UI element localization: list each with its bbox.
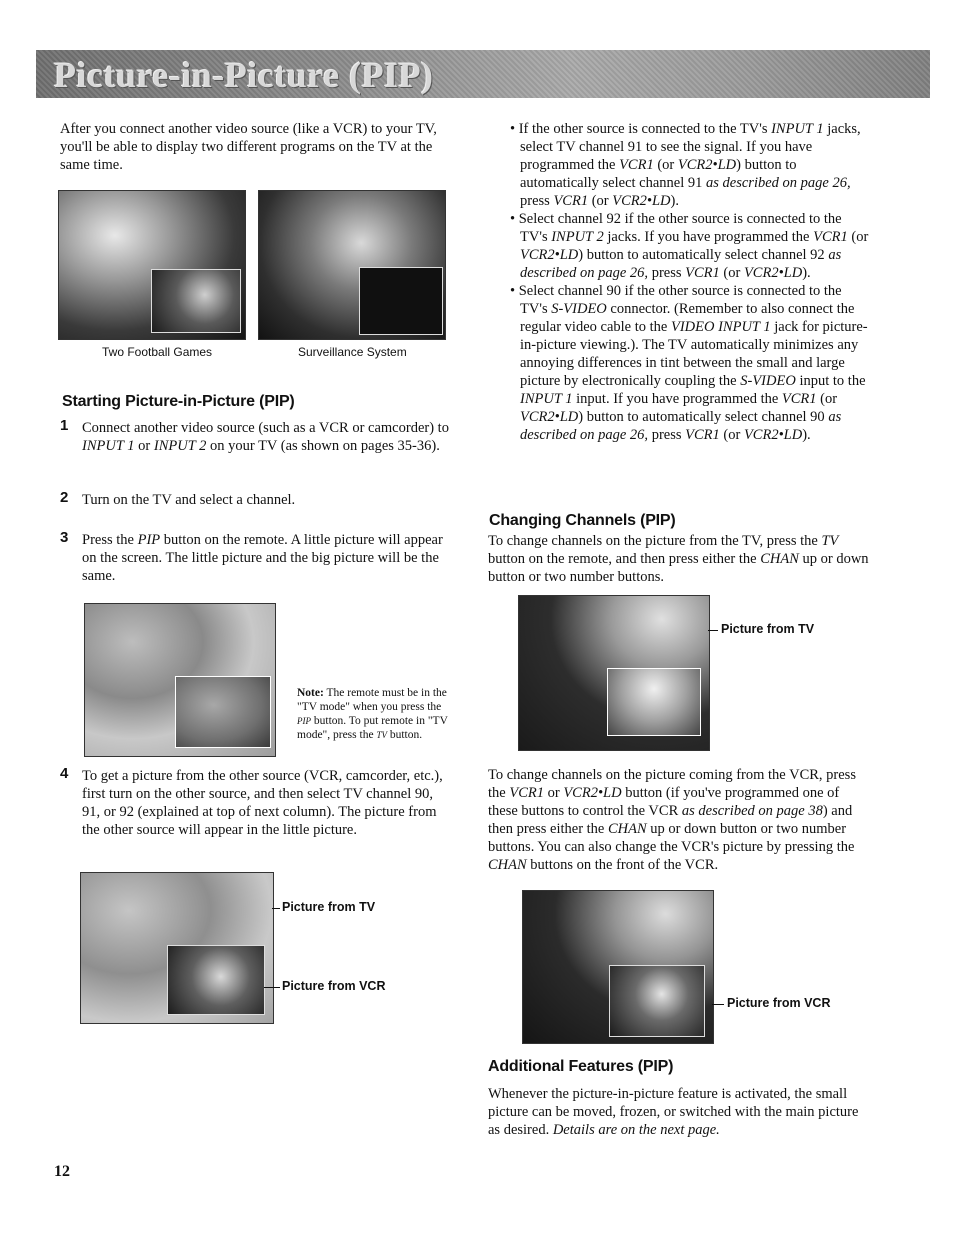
channel-selection-bullets xyxy=(508,120,872,444)
pip-same-inset xyxy=(175,676,271,748)
starting-pip-heading: Starting Picture-in-Picture (PIP) xyxy=(62,393,295,410)
bullet-channel-92: • Select channel 92 if the other source is connected to the TV's INPUT 2 jacks. If you have programmed the VCR1 (or VCR2•LD) button to automatically select channel 92 as described on page 26, press VCR1 (or VCR2•LD). xyxy=(510,211,869,281)
pip-tv-inset xyxy=(607,668,701,736)
caption-surveillance: Surveillance System xyxy=(298,345,407,359)
callout-line-vcr-left xyxy=(264,987,280,988)
football-pip-inset xyxy=(151,269,241,333)
callout-picture-from-vcr-right: Picture from VCR xyxy=(727,996,831,1010)
pip-tv-picture-image xyxy=(518,595,710,751)
step-3-number: 3 xyxy=(60,529,69,546)
callout-line-vcr-right xyxy=(712,1004,724,1005)
step-3-text: Press the PIP button on the remote. A little picture will appear on the screen. The little picture and the big picture will be the same. xyxy=(82,532,443,584)
step-2-text: Turn on the TV and select a channel. xyxy=(82,492,296,508)
football-games-image xyxy=(58,190,246,340)
pip-other-inset xyxy=(167,945,265,1015)
callout-picture-from-vcr-left: Picture from VCR xyxy=(282,979,386,993)
surveillance-pip-inset xyxy=(359,267,443,335)
changing-tv-paragraph: To change channels on the picture from the TV, press the TV button on the remote, and then press either the CHAN up or down button or two number buttons. xyxy=(488,533,869,585)
additional-features-heading: Additional Features (PIP) xyxy=(488,1058,674,1075)
title-banner xyxy=(36,50,930,98)
step-2-number: 2 xyxy=(60,489,69,506)
step-4-number: 4 xyxy=(60,765,69,782)
surveillance-system-image xyxy=(258,190,446,340)
step-1-number: 1 xyxy=(60,417,69,434)
changing-vcr-paragraph: To change channels on the picture coming from the VCR, press the VCR1 or VCR2•LD button (if you've programmed one of these buttons to control the VCR as described on page 38) and then press either the CHAN up or down button or two number buttons. You can also change the VCR's picture by pressing the CHAN buttons on the front of the VCR. xyxy=(488,767,856,873)
step-4-text: To get a picture from the other source (VCR, camcorder, etc.), first turn on the other source, and then select TV channel 90, 91, or 92 (explained at top of next column). The picture from the other source will appear in the little picture. xyxy=(82,768,443,838)
page-number: 12 xyxy=(54,1163,70,1180)
pip-other-source-image xyxy=(80,872,274,1024)
pip-vcr-inset xyxy=(609,965,705,1037)
intro-paragraph: After you connect another video source (like a VCR) to your TV, you'll be able to display two different programs on the TV at the same time. xyxy=(60,121,437,173)
callout-picture-from-tv-left: Picture from TV xyxy=(282,900,376,914)
callout-picture-from-tv-right: Picture from TV xyxy=(721,622,815,636)
step-1-text: Connect another video source (such as a VCR or camcorder) to INPUT 1 or INPUT 2 on your TV (as shown on pages 35-36). xyxy=(82,420,449,454)
bullet-channel-90: • Select channel 90 if the other source is connected to the TV's S-VIDEO connector. (Remember to also connect the regular video cable to the VIDEO INPUT 1 jack for picture-in-picture viewing.). The TV automatically minimizes any annoying differences in tint between the small and large picture by electronically coupling the S-VIDEO input to the INPUT 1 input. If you have programmed the VCR1 (or VCR2•LD) button to automatically select channel 90 as described on page 26, press VCR1 (or VCR2•LD). xyxy=(510,283,868,443)
remote-mode-note: Note: The remote must be in the "TV mode" when you press the PIP button. To put remote in "TV mode", press the TV button. xyxy=(297,687,448,741)
caption-football: Two Football Games xyxy=(102,345,213,359)
additional-features-paragraph: Whenever the picture-in-picture feature is activated, the small picture can be moved, frozen, or switched with the main picture as desired. Details are on the next page. xyxy=(488,1086,859,1138)
bullet-channel-91: • If the other source is connected to the TV's INPUT 1 jacks, select TV channel 91 to see the signal. If you have programmed the VCR1 (or VCR2•LD) button to automatically select channel 91 as described on page 26, press VCR1 (or VCR2•LD). xyxy=(510,121,861,209)
page-title: Picture-in-Picture (PIP) xyxy=(54,55,434,95)
changing-channels-heading: Changing Channels (PIP) xyxy=(489,512,676,529)
pip-same-picture-image xyxy=(84,603,276,757)
pip-vcr-picture-image xyxy=(522,890,714,1044)
callout-line-tv-left xyxy=(272,908,280,909)
callout-line-tv-right xyxy=(708,630,718,631)
